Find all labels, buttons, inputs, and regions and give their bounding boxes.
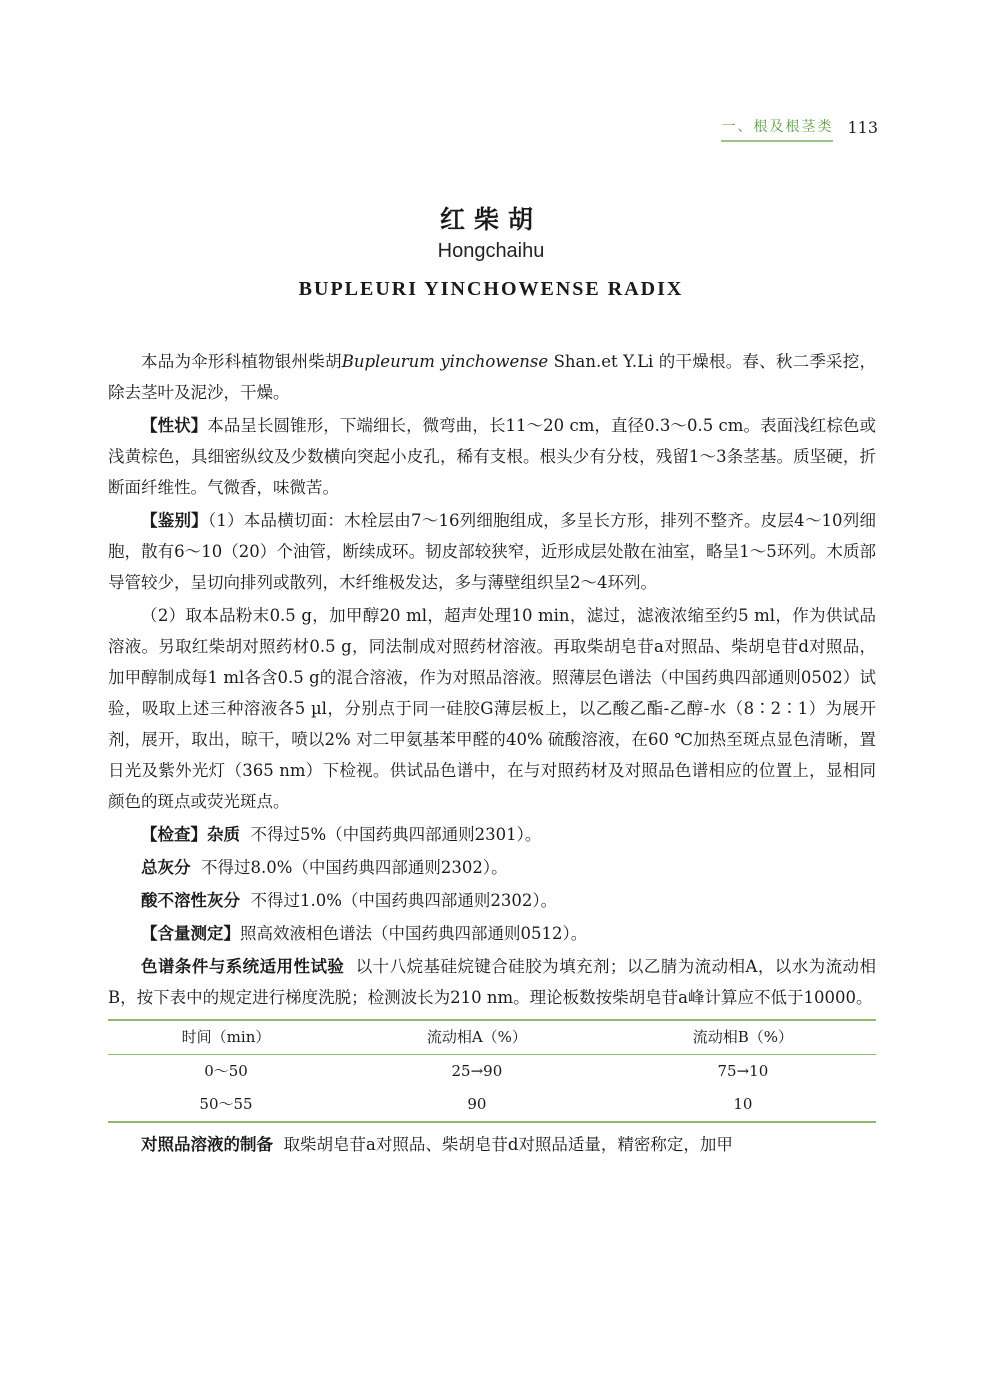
xingzhuang-paragraph: 【性状】本品呈长圆锥形，下端细长，微弯曲，长11～20 cm，直径0.3～0.5 cm。表面浅红棕色或浅黄棕色，具细密纵纹及少数横向突起小皮孔，稀有支根。根头少有分枝，残留1～3条茎基。质坚硬，折断面纤维性。气微香，味微苦。	[108, 416, 876, 497]
page-number: 113	[847, 118, 878, 137]
running-header	[721, 116, 878, 142]
table-cell: 75→10	[717, 1062, 769, 1080]
table-header-row	[108, 1020, 876, 1055]
monograph-title-pinyin: Hongchaihu	[437, 240, 545, 262]
hanliang-tag: 【含量测定】	[141, 924, 240, 943]
jianbie-paragraph-1: 【鉴别】（1）本品横切面：木栓层由7～16列细胞组成，多呈长方形，排列不整齐。皮层4～10列细胞，散有6～10（20）个油管，断续成环。韧皮部较狭窄，近形成层处散在油室，略呈1～5环列。木质部导管较少，呈切向排列或散列，木纤维极发达，多与薄壁组织呈2～4环列。	[108, 511, 876, 592]
gradient-table	[108, 1019, 876, 1123]
table-row	[108, 1088, 876, 1122]
duizhao-paragraph: 对照品溶液的制备 取柴胡皂苷a对照品、柴胡皂苷d对照品适量，精密称定，加甲	[141, 1135, 733, 1154]
table-cell: 90	[344, 1088, 610, 1122]
xingzhuang-tag: 【性状】	[141, 416, 208, 435]
table-row	[108, 1055, 876, 1089]
sepu-label: 色谱条件与系统适用性试验	[141, 957, 345, 976]
jiancha-total-ash: 总灰分 不得过8.0%（中国药典四部通则2302）。	[141, 858, 508, 877]
table-header: 流动相A（%）	[344, 1020, 610, 1055]
jianbie-tag: 【鉴别】	[141, 511, 208, 530]
species-name: Bupleurum yinchowense	[341, 352, 549, 371]
table-cell: 10	[610, 1088, 876, 1122]
table-header: 流动相B（%）	[610, 1020, 876, 1055]
section-name: 一、根及根茎类	[721, 116, 833, 142]
jiancha-acid-insoluble-ash: 酸不溶性灰分 不得过1.0%（中国药典四部通则2302）。	[141, 891, 558, 910]
intro-paragraph: 本品为伞形科植物银州柴胡Bupleurum yinchowense Shan.et Y.Li 的干燥根。春、秋二季采挖，除去茎叶及泥沙，干燥。	[108, 352, 877, 402]
hanliang-paragraph: 【含量测定】照高效液相色谱法（中国药典四部通则0512）。	[141, 924, 588, 943]
duizhao-label: 对照品溶液的制备	[141, 1135, 273, 1154]
jiancha-tag: 【检查】	[141, 825, 207, 844]
table-cell: 25→90	[451, 1062, 503, 1080]
table-header: 时间（min）	[108, 1020, 344, 1055]
jiancha-impurity: 【检查】杂质 不得过5%（中国药典四部通则2301）。	[141, 825, 542, 844]
table-cell: 0～50	[204, 1062, 248, 1080]
monograph-title-chinese: 红柴胡	[439, 205, 542, 234]
monograph-body	[108, 346, 876, 1162]
sepu-paragraph: 色谱条件与系统适用性试验 以十八烷基硅烷键合硅胶为填充剂；以乙腈为流动相A，以水为流动相B，按下表中的规定进行梯度洗脱；检测波长为210 nm。理论板数按柴胡皂苷a峰计算应不低于10000。	[108, 957, 876, 1007]
jianbie-paragraph-2: （2）取本品粉末0.5 g，加甲醇20 ml，超声处理10 min，滤过，滤液浓缩至约5 ml，作为供试品溶液。另取红柴胡对照药材0.5 g，同法制成对照药材溶液。再取柴胡皂苷a对照品、柴胡皂苷d对照品，加甲醇制成每1 ml各含0.5 g的混合溶液，作为对照品溶液。照薄层色谱法（中国药典四部通则0502）试验，吸取上述三种溶液各5 µl，分别点于同一硅胶G薄层板上，以乙酸乙酯-乙醇-水（8∶2∶1）为展开剂，展开，取出，晾干，喷以2% 对二甲氨基苯甲醛的40% 硫酸溶液，在60 ℃加热至斑点显色清晰，置日光及紫外光灯（365 nm）下检视。供试品色谱中，在与对照药材及对照品色谱相应的位置上，显相同颜色的斑点或荧光斑点。	[108, 606, 876, 811]
table-cell: 50～55	[108, 1088, 344, 1122]
monograph-title-latin: BUPLEURI YINCHOWENSE RADIX	[298, 278, 684, 300]
